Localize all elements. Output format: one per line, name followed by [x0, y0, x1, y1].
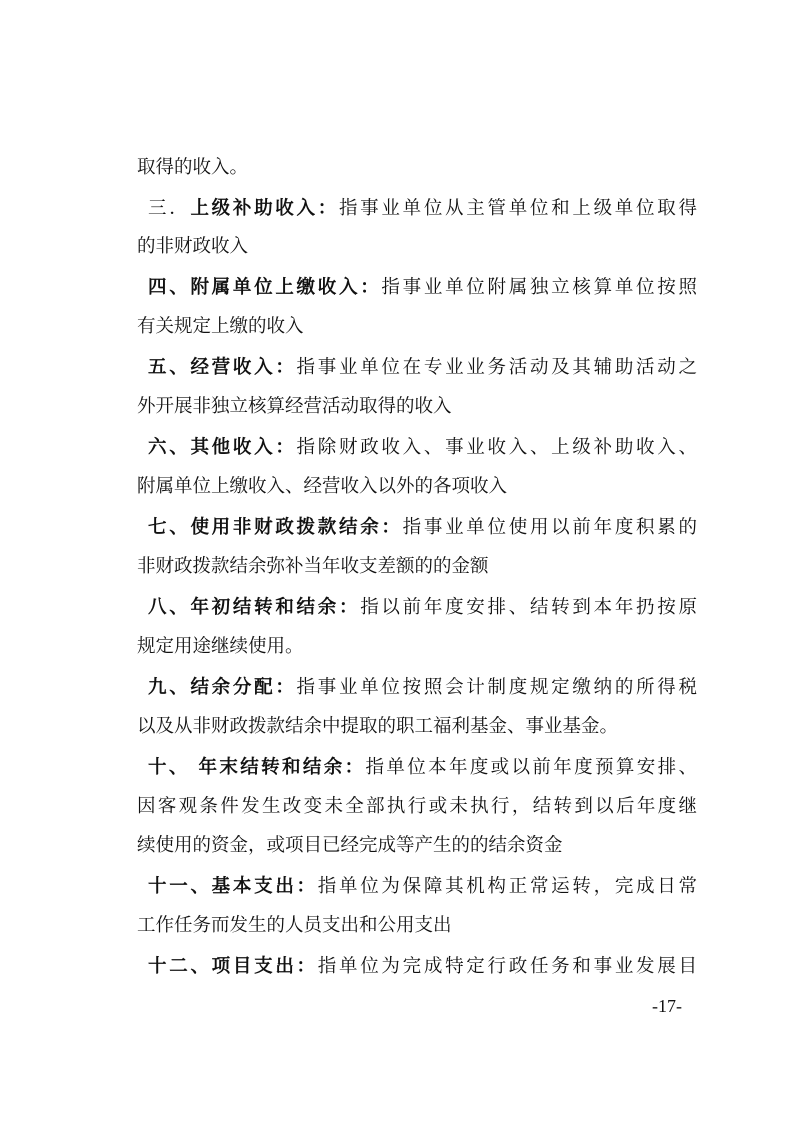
term-heading: 五、经营收入：: [148, 357, 297, 378]
text-line: [148, 355, 697, 381]
line-text: 因客观条件发生改变未全部执行或未执行，结转到以后年度继: [137, 796, 697, 817]
text-line: [137, 833, 697, 859]
term-heading: 六、其他收入：: [148, 437, 297, 458]
text-line: [137, 634, 697, 660]
line-text: 指除财政收入、事业收入、上级补助收入、: [296, 437, 697, 458]
line-text: 有关规定上缴的收入: [137, 316, 304, 337]
line-text: 指事业单位从主管单位和上级单位取得: [338, 198, 697, 219]
term-heading: 四、附属单位上缴收入：: [148, 277, 382, 298]
text-line: [148, 595, 697, 621]
text-line: [148, 196, 697, 222]
line-text: 以及从非财政拨款结余中提取的职工福利基金、事业基金。: [137, 716, 619, 737]
line-text: 外开展非独立核算经营活动取得的收入: [137, 396, 452, 417]
line-text: 指事业单位在专业业务活动及其辅助活动之: [296, 357, 697, 378]
line-text: 附属单位上缴收入、经营收入以外的各项收入: [137, 476, 508, 497]
text-line: [137, 714, 697, 740]
text-line: [148, 954, 697, 980]
text-line: [137, 314, 697, 340]
line-text: 规定用途继续使用。: [137, 636, 304, 657]
text-line: [137, 394, 697, 420]
text-line: [148, 435, 697, 461]
line-text: 指事业单位使用以前年度积累的: [402, 517, 697, 538]
line-text: 指以前年度安排、结转到本年扔按原: [360, 597, 697, 618]
text-line: [137, 234, 697, 260]
text-line: [148, 275, 697, 301]
term-heading: 八、年初结转和结余：: [148, 597, 361, 618]
text-line: [148, 515, 697, 541]
text-line: [137, 913, 697, 939]
line-text: 指单位为完成特定行政任务和事业发展目: [317, 956, 697, 977]
text-line: [148, 675, 697, 701]
line-text: 指事业单位附属独立核算单位按照: [381, 277, 697, 298]
line-text: 指单位为保障其机构正常运转，完成日常: [317, 876, 697, 897]
term-heading: 上级补助收入：: [190, 198, 339, 219]
term-heading: 九、结余分配：: [148, 677, 297, 698]
term-heading: 十二、项目支出：: [148, 956, 318, 977]
text-line: [148, 755, 697, 781]
text-line: [137, 474, 697, 500]
item-number: 三．: [148, 198, 191, 219]
line-text: 非财政拨款结余弥补当年收支差额的的金额: [137, 556, 489, 577]
line-text: 工作任务而发生的人员支出和公用支出: [137, 915, 452, 936]
term-heading: 十、 年末结转和结余：: [148, 757, 366, 778]
line-text: 指单位本年度或以前年度预算安排、: [365, 757, 697, 778]
text-line: [137, 554, 697, 580]
term-heading: 十一、基本支出：: [148, 876, 318, 897]
text-line: [148, 874, 697, 900]
line-text: 续使用的资金，或项目已经完成等产生的的结余资金: [137, 835, 563, 856]
text-line: [137, 155, 697, 181]
text-line: [137, 794, 697, 820]
page-number: -17-: [652, 996, 682, 1016]
line-text: 指事业单位按照会计制度规定缴纳的所得税: [296, 677, 697, 698]
line-text: 取得的收入。: [137, 157, 249, 178]
term-heading: 七、使用非财政拨款结余：: [148, 517, 403, 538]
line-text: 的非财政收入: [137, 236, 249, 257]
